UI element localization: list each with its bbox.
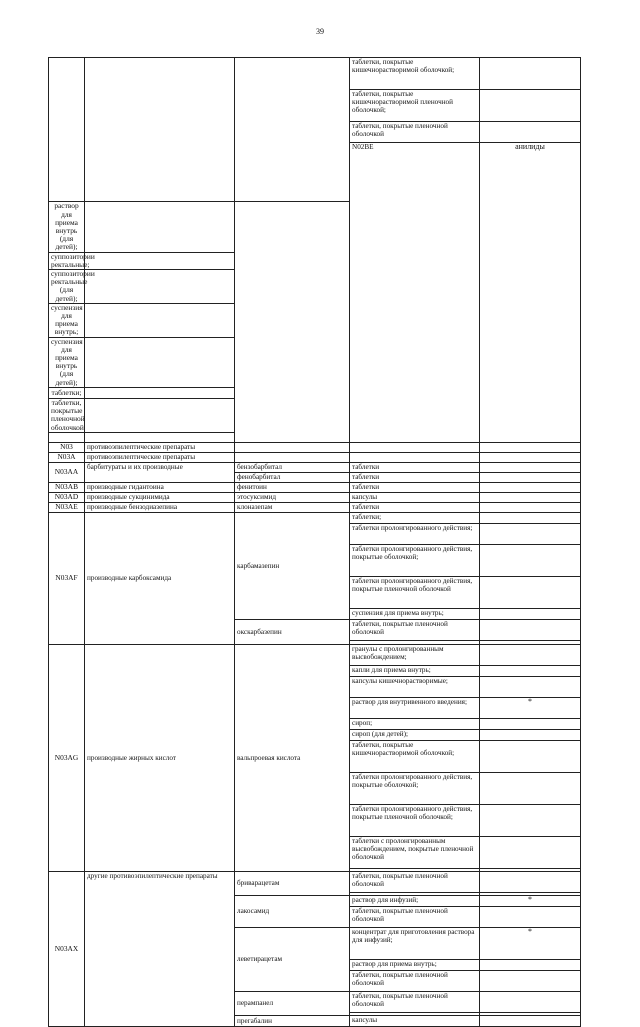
dosage-form-cell: таблетки, покрытые пленочной оболочкой <box>350 906 480 927</box>
group-name-cell <box>85 202 235 252</box>
note-cell <box>480 492 581 502</box>
drug-name-cell: бензобарбитал <box>235 462 350 472</box>
dosage-form-cell: таблетки <box>350 462 480 472</box>
group-name-cell <box>85 58 235 202</box>
table-row <box>49 492 581 502</box>
group-name-cell <box>85 252 235 269</box>
drug-name-cell: фенитоин <box>235 482 350 492</box>
note-cell <box>480 544 581 576</box>
atc-code-cell: N03AB <box>49 482 85 492</box>
dosage-form-cell: таблетки, покрытые кишечнорастворимой оболочкой; <box>350 58 480 90</box>
note-cell: * <box>480 697 581 718</box>
atc-code-cell <box>49 58 85 202</box>
group-name-cell: противоэпилептические препараты <box>85 442 235 452</box>
dosage-form-cell: таблетки <box>350 502 480 512</box>
group-name-cell: барбитураты и их производные <box>85 462 235 482</box>
dosage-form-cell: капсулы <box>350 492 480 502</box>
dosage-form-cell: капли для приема внутрь; <box>350 665 480 676</box>
note-cell <box>480 523 581 544</box>
page-number: 39 <box>316 27 324 36</box>
table-row <box>49 452 581 462</box>
atc-code-cell: раствор для приема внутрь (для детей); <box>49 202 85 252</box>
dosage-form-cell: таблетки, покрытые пленочной оболочкой <box>350 991 480 1012</box>
dosage-form-cell: таблетки, покрытые пленочной оболочкой <box>350 970 480 991</box>
note-cell <box>480 608 581 619</box>
note-cell <box>480 462 581 472</box>
drug-name-cell: вальпроевая кислота <box>235 644 350 871</box>
note-cell <box>480 772 581 804</box>
table-row <box>49 502 581 512</box>
dosage-form-cell: таблетки пролонгированного действия, покрытые оболочкой; <box>350 544 480 576</box>
atc-code-cell: таблетки; <box>49 387 85 398</box>
dosage-form-cell: N02BE <box>350 143 480 443</box>
note-cell <box>480 452 581 462</box>
atc-code-cell: N03AA <box>49 462 85 482</box>
table-row <box>49 442 581 452</box>
drug-name-cell: клоназепам <box>235 502 350 512</box>
group-name-cell: производные бензодиазепина <box>85 502 235 512</box>
table-row <box>49 512 581 523</box>
note-cell <box>480 836 581 868</box>
note-cell <box>480 482 581 492</box>
dosage-form-cell: раствор для инфузий; <box>350 895 480 906</box>
group-name-cell <box>85 387 235 398</box>
note-cell <box>480 718 581 729</box>
dosage-form-cell: суспензия для приема внутрь; <box>350 608 480 619</box>
atc-code-cell: таблетки, покрытые пленочной оболочкой <box>49 398 85 432</box>
drug-name-cell <box>235 452 350 462</box>
dosage-form-cell: раствор для приема внутрь; <box>350 959 480 970</box>
note-cell <box>480 729 581 740</box>
drug-name-cell: бриварацетам <box>235 871 350 895</box>
group-name-cell: противоэпилептические препараты <box>85 452 235 462</box>
dosage-form-cell: таблетки пролонгированного действия, покрытые пленочной оболочкой; <box>350 804 480 836</box>
note-cell <box>480 619 581 640</box>
drug-name-cell: фенобарбитал <box>235 472 350 482</box>
note-cell <box>480 959 581 970</box>
drug-name-cell: лакосамид <box>235 895 350 927</box>
note-cell <box>480 665 581 676</box>
dosage-form-cell: таблетки <box>350 482 480 492</box>
note-cell <box>480 58 581 90</box>
drug-name-cell: карбамазепин <box>235 512 350 619</box>
dosage-form-cell: раствор для внутривенного введения; <box>350 697 480 718</box>
atc-code-cell: N03AX <box>49 871 85 1026</box>
group-name-cell <box>85 398 235 432</box>
table-row <box>49 644 581 665</box>
atc-code-cell: N03AF <box>49 512 85 644</box>
dosage-form-cell: таблетки; <box>350 512 480 523</box>
dosage-form-cell: таблетки, покрытые пленочной оболочкой <box>350 871 480 892</box>
atc-code-cell: суппозитории ректальные (для детей); <box>49 270 85 304</box>
note-cell: * <box>480 895 581 906</box>
drug-name-cell: леветирацетам <box>235 927 350 991</box>
dosage-form-cell: таблетки, покрытые пленочной оболочкой <box>350 619 480 640</box>
note-cell <box>480 644 581 665</box>
note-cell: анилиды <box>480 143 581 443</box>
dosage-form-cell: таблетки пролонгированного действия; <box>350 523 480 544</box>
note-cell <box>480 906 581 927</box>
dosage-form-cell: концентрат для приготовления раствора для инфузий; <box>350 927 480 959</box>
atc-code-cell <box>49 432 85 442</box>
dosage-form-cell <box>350 442 480 452</box>
note-cell <box>480 1015 581 1026</box>
atc-code-cell: суспензия для приема внутрь; <box>49 303 85 337</box>
note-cell <box>480 804 581 836</box>
group-name-cell: производные гидантоина <box>85 482 235 492</box>
dosage-form-cell: капсулы <box>350 1015 480 1026</box>
group-name-cell: производные жирных кислот <box>85 644 235 871</box>
table-row <box>49 462 581 472</box>
note-cell <box>480 991 581 1012</box>
note-cell <box>480 871 581 892</box>
group-name-cell <box>85 337 235 387</box>
dosage-form-cell: сироп; <box>350 718 480 729</box>
atc-code-cell: N03 <box>49 442 85 452</box>
note-cell: * <box>480 927 581 959</box>
atc-code-cell: N03A <box>49 452 85 462</box>
note-cell <box>480 90 581 122</box>
drug-name-cell <box>235 58 350 202</box>
medication-table-body <box>49 58 581 1027</box>
dosage-form-cell: таблетки с пролонгированным высвобождением, покрытые пленочной оболочкой <box>350 836 480 868</box>
dosage-form-cell: таблетки, покрытые пленочной оболочкой <box>350 122 480 143</box>
medication-table <box>48 57 581 1027</box>
atc-code-cell: суспензия для приема внутрь (для детей); <box>49 337 85 387</box>
dosage-form-cell: сироп (для детей); <box>350 729 480 740</box>
group-name-cell: производные сукцинимида <box>85 492 235 502</box>
dosage-form-cell <box>350 452 480 462</box>
note-cell <box>480 122 581 143</box>
group-name-cell <box>85 270 235 304</box>
dosage-form-cell: таблетки, покрытые кишечнорастворимой пленочной оболочкой; <box>350 90 480 122</box>
atc-code-cell: N03AE <box>49 502 85 512</box>
dosage-form-cell: таблетки пролонгированного действия, покрытые пленочной оболочкой <box>350 576 480 608</box>
atc-code-cell: N03AG <box>49 644 85 871</box>
group-name-cell: другие противоэпилептические препараты <box>85 871 235 1026</box>
note-cell <box>480 442 581 452</box>
dosage-form-cell: капсулы кишечнорастворимые; <box>350 676 480 697</box>
drug-name-cell <box>235 442 350 452</box>
note-cell <box>480 676 581 697</box>
table-row <box>49 871 581 892</box>
note-cell <box>480 576 581 608</box>
dosage-form-cell: гранулы с пролонгированным высвобождением; <box>350 644 480 665</box>
drug-name-cell: этосуксимид <box>235 492 350 502</box>
dosage-form-cell: таблетки пролонгированного действия, покрытые оболочкой; <box>350 772 480 804</box>
drug-name-cell: перампанел <box>235 991 350 1015</box>
note-cell <box>480 502 581 512</box>
drug-name-cell: прегабалин <box>235 1015 350 1026</box>
table-row <box>49 58 581 90</box>
dosage-form-cell: таблетки <box>350 472 480 482</box>
drug-name-cell: окскарбазепин <box>235 619 350 644</box>
atc-code-cell: N03AD <box>49 492 85 502</box>
note-cell <box>480 740 581 772</box>
note-cell <box>480 970 581 991</box>
note-cell <box>480 512 581 523</box>
dosage-form-cell: таблетки, покрытые кишечнорастворимой оболочкой; <box>350 740 480 772</box>
table-row <box>49 482 581 492</box>
group-name-cell <box>85 432 235 442</box>
atc-code-cell: суппозитории ректальные; <box>49 252 85 269</box>
group-name-cell <box>85 303 235 337</box>
note-cell <box>480 472 581 482</box>
group-name-cell: производные карбоксамида <box>85 512 235 644</box>
